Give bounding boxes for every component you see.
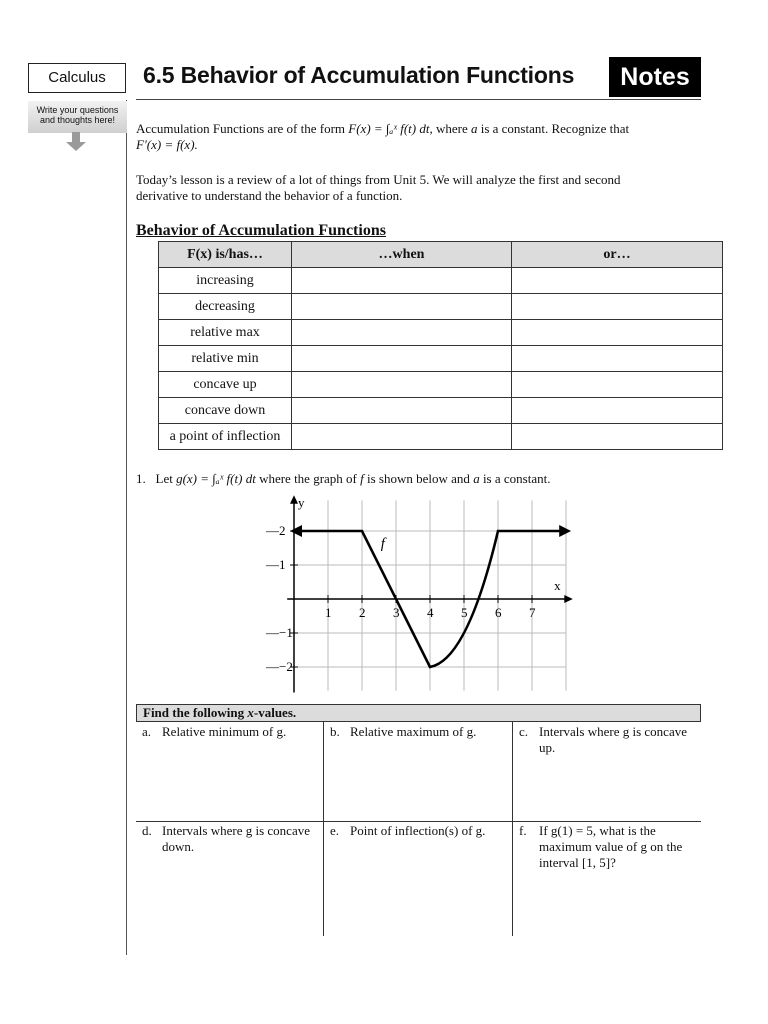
cell-label: e. [330, 823, 340, 838]
or-cell [512, 346, 723, 372]
function-graph [254, 489, 574, 695]
or-cell [512, 268, 723, 294]
down-arrow-icon [66, 132, 86, 152]
or-cell [512, 424, 723, 450]
y-tick-label: —1 [266, 557, 286, 572]
cell-label: b. [330, 724, 340, 739]
intro-line: derivative to understand the behavior of a function. [136, 188, 403, 203]
cell-label: a. [142, 724, 152, 739]
or-cell [512, 372, 723, 398]
margin-divider [126, 100, 127, 955]
section-heading: Behavior of Accumulation Functions [136, 222, 386, 239]
table-row [159, 398, 723, 424]
intro-text: is a constant. Recognize that [477, 121, 630, 136]
cell-text: Point of inflection(s) of g. [350, 823, 486, 838]
x-tick-label: 6 [495, 605, 502, 620]
intro-text: Accumulation Functions are of the form [136, 121, 349, 136]
cell-text: If g(1) = 5, what is the maximum value of g on the interval [1, 5]? [539, 823, 683, 870]
table-header-row [159, 242, 723, 268]
f-variable: f [360, 471, 364, 486]
when-cell [292, 424, 512, 450]
x-tick-label: 5 [461, 605, 468, 620]
x-tick-label: 3 [393, 605, 400, 620]
question-cell-a [136, 722, 324, 820]
cell-text: Intervals where g is concave up. [539, 724, 687, 755]
question-text: Let [155, 471, 177, 486]
page-title: 6.5 Behavior of Accumulation Functions [143, 62, 575, 88]
when-cell [292, 294, 512, 320]
when-cell [292, 268, 512, 294]
or-cell [512, 398, 723, 424]
title-divider [136, 99, 701, 100]
table-row [159, 424, 723, 450]
or-cell [512, 294, 723, 320]
course-label: Calculus [28, 63, 126, 93]
find-table-heading [136, 704, 701, 722]
intro-line: Today’s lesson is a review of a lot of things from Unit 5. We will analyze the first and second [136, 172, 621, 187]
table-row [159, 372, 723, 398]
question-text: is shown below and [363, 471, 474, 486]
table-row [159, 320, 723, 346]
cell-text: Relative minimum of g. [162, 724, 287, 739]
heading-text: Find the following [143, 705, 248, 720]
question-cell-c [513, 722, 701, 820]
column-header-or: or… [512, 242, 723, 268]
behavior-table [158, 241, 723, 450]
or-cell [512, 320, 723, 346]
cell-label: d. [142, 823, 152, 838]
cell-label: f. [519, 823, 527, 838]
column-header-fx: F(x) is/has… [159, 242, 292, 268]
heading-variable: x [247, 705, 254, 720]
intro-paragraph-2 [136, 172, 701, 204]
derivative-formula: F′(x) = f(x). [136, 137, 198, 152]
curve-right-arrow-icon [559, 525, 571, 537]
cell-label: c. [519, 724, 529, 739]
x-tick-label: 7 [529, 605, 536, 620]
question-1 [136, 471, 550, 487]
y-tick-label: —−2 [266, 659, 293, 674]
x-tick-label: 2 [359, 605, 366, 620]
x-axis-label: x [554, 578, 561, 593]
behavior-label: concave down [159, 398, 292, 424]
table-row [159, 294, 723, 320]
y-axis-arrow-icon [290, 495, 298, 504]
behavior-label: relative min [159, 346, 292, 372]
g-formula: g(x) = ∫ₐˣ f(t) dt [176, 471, 256, 486]
find-values-table [136, 704, 701, 936]
heading-text: -values. [253, 705, 297, 720]
y-tick-label: —2 [266, 523, 286, 538]
when-cell [292, 346, 512, 372]
cell-text: Relative maximum of g. [350, 724, 477, 739]
table-row [159, 268, 723, 294]
question-cell-b [324, 722, 512, 820]
question-cell-d [136, 821, 324, 919]
curve-label: f [380, 536, 385, 552]
question-cell-e [324, 821, 512, 919]
x-tick-label: 1 [325, 605, 332, 620]
question-text: is a constant. [479, 471, 551, 486]
table-row [159, 346, 723, 372]
column-header-when: …when [292, 242, 512, 268]
question-text: where the graph of [255, 471, 361, 486]
a-variable: a [473, 471, 480, 486]
curve-left-arrow-icon [290, 525, 302, 537]
question-cell-f [513, 821, 701, 919]
when-cell [292, 398, 512, 424]
margin-note-line1: Write your questions [36, 105, 119, 115]
x-tick-label: 4 [427, 605, 434, 620]
when-cell [292, 320, 512, 346]
notes-badge: Notes [609, 57, 701, 97]
behavior-label: increasing [159, 268, 292, 294]
behavior-label: decreasing [159, 294, 292, 320]
behavior-label: concave up [159, 372, 292, 398]
margin-note-line2: and thoughts here! [39, 115, 116, 125]
behavior-label: a point of inflection [159, 424, 292, 450]
when-cell [292, 372, 512, 398]
y-axis-label: y [298, 495, 305, 511]
constant-variable: a [470, 121, 478, 136]
accumulation-formula: F(x) = ∫ₐˣ f(t) dt [348, 121, 430, 136]
x-axis-arrow-icon [564, 595, 573, 603]
margin-note [28, 101, 127, 133]
intro-paragraph-1 [136, 121, 701, 153]
intro-text: , where [429, 121, 471, 136]
behavior-label: relative max [159, 320, 292, 346]
question-number: 1. [136, 471, 146, 486]
cell-text: Intervals where g is concave down. [162, 823, 310, 854]
y-tick-label: —−1 [266, 625, 293, 640]
